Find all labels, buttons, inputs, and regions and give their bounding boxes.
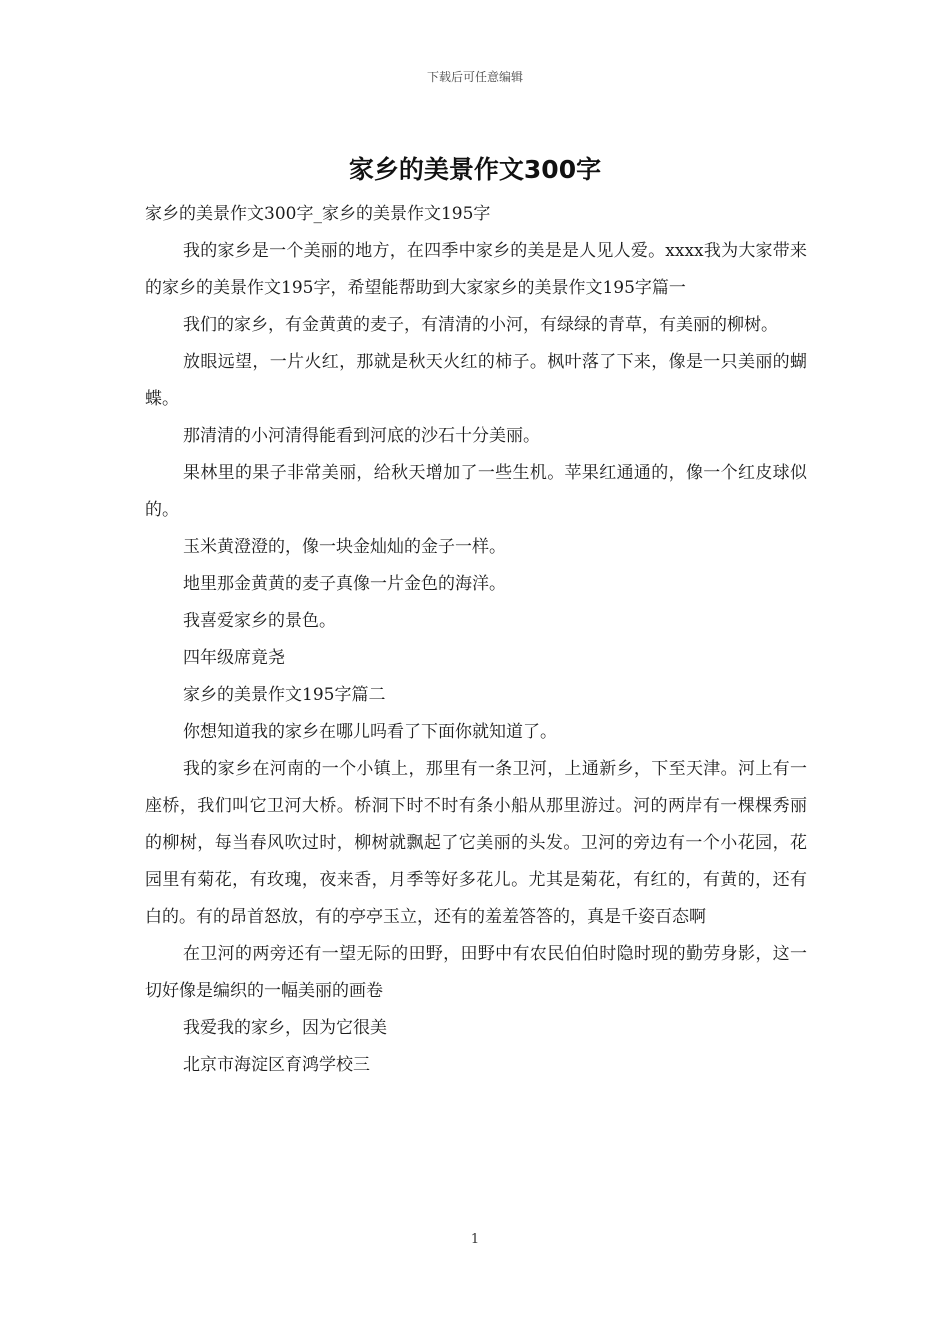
- section-heading: 家乡的美景作文195字篇二: [183, 685, 386, 705]
- paragraph: 果林里的果子非常美丽，给秋天增加了一些生机。苹果红通通的，像一个红皮球似的。: [145, 463, 807, 520]
- paragraph: 我的家乡是一个美丽的地方，在四季中家乡的美是是人见人爱。xxxx我为大家带来的家乡的美景作文195字，希望能帮助到大家家乡的美景作文195字篇一: [145, 241, 807, 298]
- page-title: 家乡的美景作文300字: [348, 155, 602, 184]
- paragraph: 放眼远望，一片火红，那就是秋天火红的柿子。枫叶落了下来，像是一只美丽的蝴蝶。: [145, 352, 807, 409]
- author-line: 四年级席竟尧: [183, 648, 285, 668]
- paragraph: 我喜爱家乡的景色。: [183, 611, 336, 631]
- paragraph: 我们的家乡，有金黄黄的麦子，有清清的小河，有绿绿的青草，有美丽的柳树。: [183, 315, 778, 335]
- paragraph: 地里那金黄黄的麦子真像一片金色的海洋。: [183, 574, 506, 594]
- author-line: 北京市海淀区育鸿学校三: [183, 1055, 370, 1075]
- paragraph: 你想知道我的家乡在哪儿吗看了下面你就知道了。: [183, 722, 557, 742]
- subtitle-line: 家乡的美景作文300字_家乡的美景作文195字: [145, 204, 491, 224]
- page-number: 1: [470, 1232, 480, 1247]
- header-note: 下载后可任意编辑: [426, 70, 523, 84]
- paragraph: 我爱我的家乡，因为它很美: [183, 1018, 387, 1038]
- paragraph: 在卫河的两旁还有一望无际的田野，田野中有农民伯伯时隐时现的勤劳身影，这一切好像是编织的一幅美丽的画卷: [145, 944, 807, 1001]
- paragraph: 玉米黄澄澄的，像一块金灿灿的金子一样。: [183, 537, 506, 557]
- document-body: [145, 196, 807, 1084]
- paragraph: 那清清的小河清得能看到河底的沙石十分美丽。: [183, 426, 540, 446]
- paragraph: 我的家乡在河南的一个小镇上，那里有一条卫河，上通新乡，下至天津。河上有一座桥，我们叫它卫河大桥。桥洞下时不时有条小船从那里游过。河的两岸有一棵棵秀丽的柳树，每当春风吹过时，柳树就飘起了它美丽的头发。卫河的旁边有一个小花园，花园里有菊花，有玫瑰，夜来香，月季等好多花儿。尤其是菊花，有红的，有黄的，还有白的。有的昂首怒放，有的亭亭玉立，还有的羞羞答答的，真是千姿百态啊: [145, 759, 807, 927]
